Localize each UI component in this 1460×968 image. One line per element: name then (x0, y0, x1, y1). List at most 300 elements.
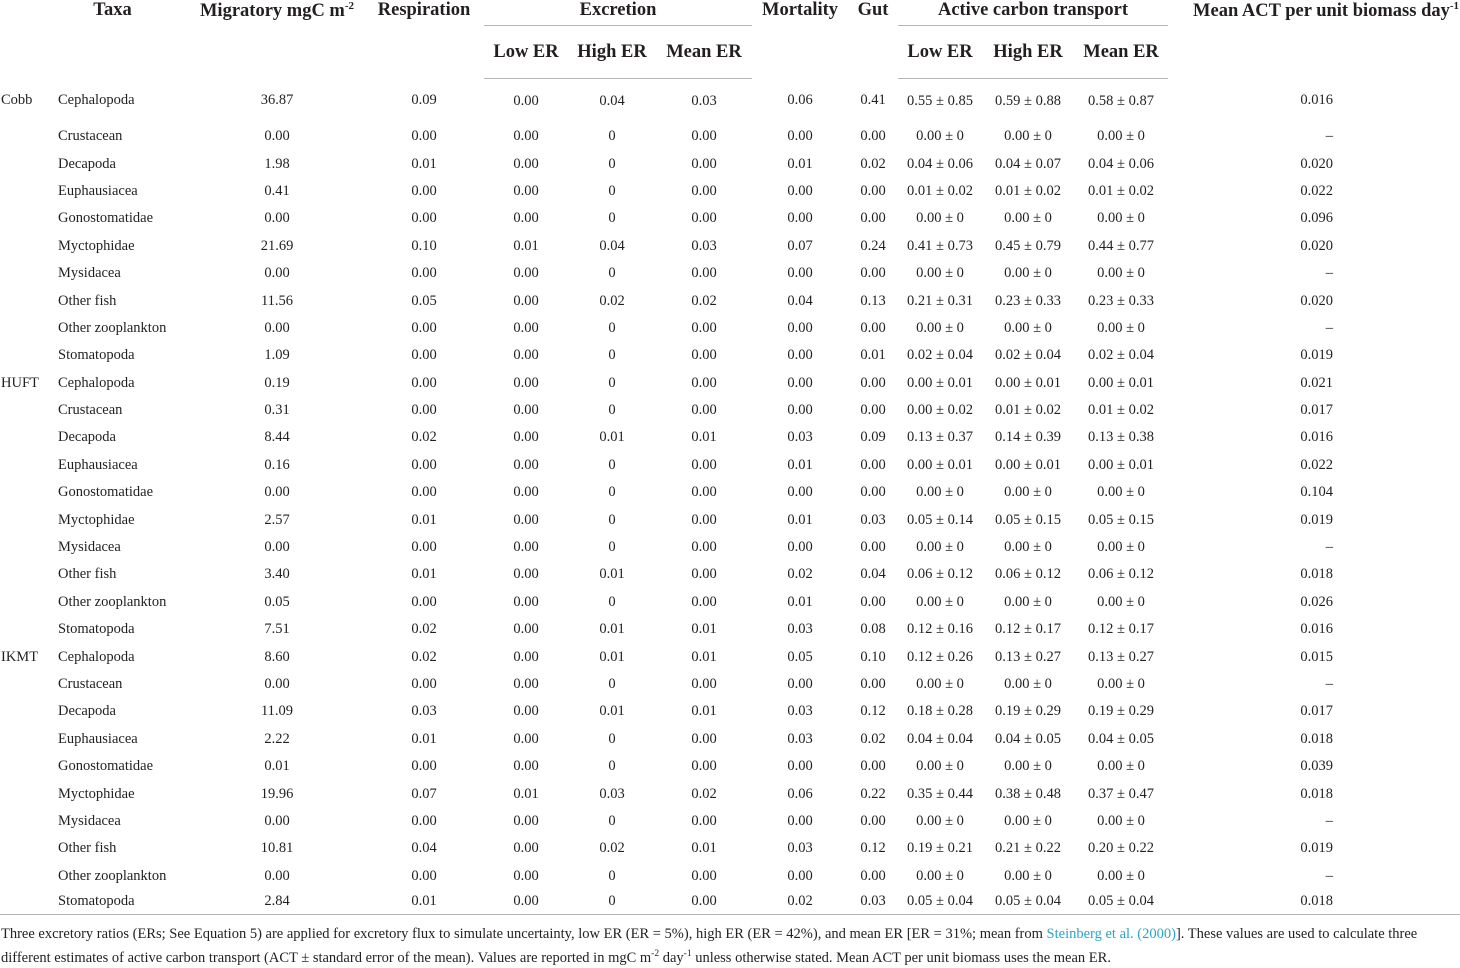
act-per-unit-cell: – (1325, 676, 1334, 692)
excretion-mean-cell: 0.00 (691, 484, 717, 501)
site-cell (0, 178, 50, 205)
act-per-unit-cell: – (1325, 812, 1334, 829)
excretion-high-cell: 0 (608, 182, 616, 199)
table-row (0, 616, 1460, 643)
mortality-cell: 0.06 (787, 785, 813, 802)
act-high-cell: 0.05 ± 0.04 (982, 890, 1074, 915)
migratory-cell: 8.60 (264, 648, 290, 665)
respiration-cell: 0.00 (411, 456, 437, 473)
migratory-cell: 0.00 (264, 812, 290, 829)
site-cell (0, 452, 50, 479)
excretion-mean-cell: 0.00 (691, 210, 717, 227)
migratory-cell: 0.00 (264, 319, 290, 336)
site-cell (0, 534, 50, 561)
excretion-low-cell: 0.00 (513, 539, 539, 556)
respiration-cell: 0.00 (411, 539, 437, 556)
taxon-cell: Decapoda (58, 703, 116, 720)
respiration-cell: 0.07 (411, 785, 437, 802)
respiration-cell: 0.02 (411, 429, 437, 446)
excretion-low-cell: 0.00 (513, 621, 539, 638)
site-cell (0, 287, 50, 314)
table-row (0, 835, 1460, 862)
taxon-cell: Crustacean (58, 128, 123, 145)
act-per-unit-cell: 0.096 (1300, 210, 1334, 227)
act-per-unit-cell: – (1325, 539, 1334, 556)
act-low-cell: 0.12 ± 0.16 (907, 621, 973, 638)
excretion-mean-cell: 0.01 (691, 429, 717, 446)
respiration-cell: 0.01 (411, 155, 437, 172)
act-per-unit-cell: 0.018 (1300, 730, 1334, 747)
act-low-cell: 0.18 ± 0.28 (907, 703, 973, 720)
mortality-cell: 0.00 (787, 539, 813, 556)
gut-cell: 0.00 (860, 319, 886, 336)
act-low-cell: 0.05 ± 0.04 (898, 890, 982, 915)
site-cell (0, 397, 50, 424)
act-mean-cell: 0.13 ± 0.38 (1088, 429, 1154, 446)
gut-cell: 0.00 (860, 593, 886, 610)
respiration-cell: 0.00 (411, 484, 437, 501)
header-row-1 (0, 0, 1460, 26)
table-row (0, 315, 1460, 342)
migratory-cell: 2.84 (190, 890, 364, 915)
header-excretion: Excretion (484, 0, 752, 26)
excretion-high-cell: 0 (608, 758, 616, 775)
excretion-high-cell: 0.01 (599, 703, 625, 720)
act-per-unit-cell: 0.026 (1300, 593, 1334, 610)
gut-cell: 0.24 (860, 237, 886, 254)
taxon-cell: Myctophidae (58, 785, 135, 802)
migratory-cell: 0.00 (264, 867, 290, 884)
excretion-low-cell: 0.00 (513, 812, 539, 829)
site-cell (0, 808, 50, 835)
act-mean-cell: 0.44 ± 0.77 (1088, 237, 1154, 254)
excretion-high-cell: 0 (608, 812, 616, 829)
table-row (0, 370, 1460, 397)
act-low-cell: 0.35 ± 0.44 (907, 785, 973, 802)
respiration-cell: 0.00 (411, 265, 437, 282)
site-cell (0, 890, 50, 915)
gut-cell: 0.09 (860, 429, 886, 446)
excretion-low-cell: 0.00 (513, 128, 539, 145)
table-row (0, 671, 1460, 698)
act-per-unit-cell: 0.039 (1300, 758, 1334, 775)
act-mean-cell: 0.02 ± 0.04 (1088, 347, 1154, 364)
migratory-cell: 36.87 (260, 92, 294, 109)
taxon-cell: Crustacean (58, 676, 123, 692)
excretion-mean-cell: 0.00 (691, 265, 717, 282)
respiration-cell: 0.01 (364, 890, 484, 915)
taxon-cell: Other zooplankton (58, 319, 167, 336)
act-low-cell: 0.00 ± 0 (916, 539, 964, 556)
taxon-cell: Cephalopoda (58, 648, 135, 665)
gut-cell: 0.00 (860, 182, 886, 199)
table-row (0, 561, 1460, 588)
gut-cell: 0.12 (860, 703, 886, 720)
migratory-cell: 19.96 (260, 785, 294, 802)
table-row (0, 698, 1460, 725)
act-low-cell: 0.05 ± 0.14 (907, 511, 973, 528)
taxon-cell: Stomatopoda (50, 890, 190, 915)
act-per-unit-cell: 0.018 (1300, 785, 1334, 802)
migratory-cell: 0.41 (264, 182, 290, 199)
citation-link[interactable]: Steinberg et al. (2000) (1046, 926, 1176, 942)
mortality-cell: 0.01 (787, 593, 813, 610)
migratory-cell: 10.81 (260, 840, 294, 857)
table-row (0, 397, 1460, 424)
site-cell (0, 205, 50, 232)
excretion-low-cell: 0.00 (513, 402, 539, 419)
table-row (0, 424, 1460, 451)
act-low-cell: 0.00 ± 0 (916, 128, 964, 145)
mortality-cell: 0.00 (787, 676, 813, 692)
site-cell (0, 863, 50, 890)
act-high-cell: 0.00 ± 0 (1004, 676, 1052, 692)
excretion-low-cell: 0.00 (513, 703, 539, 720)
act-high-cell: 0.13 ± 0.27 (995, 648, 1061, 665)
taxon-cell: Other zooplankton (58, 593, 167, 610)
excretion-low-cell: 0.00 (513, 265, 539, 282)
act-per-unit-cell: 0.017 (1300, 402, 1334, 419)
excretion-high-cell: 0.04 (599, 237, 625, 254)
migratory-cell: 0.00 (264, 484, 290, 501)
mortality-cell: 0.00 (787, 812, 813, 829)
table-row (0, 233, 1460, 260)
act-per-unit-cell: 0.016 (1300, 92, 1334, 109)
header-gut: Gut (857, 0, 889, 20)
act-mean-cell: 0.01 ± 0.02 (1088, 402, 1154, 419)
excretion-low-cell: 0.00 (513, 593, 539, 610)
excretion-mean-cell: 0.00 (691, 511, 717, 528)
header-act-high-er: High ER (982, 26, 1074, 79)
migratory-cell: 1.09 (264, 347, 290, 364)
respiration-cell: 0.00 (411, 374, 437, 391)
mortality-cell: 0.03 (787, 621, 813, 638)
migratory-cell: 0.00 (264, 265, 290, 282)
excretion-high-cell: 0 (608, 347, 616, 364)
act-high-cell: 0.12 ± 0.17 (995, 621, 1061, 638)
act-per-unit-cell: 0.019 (1300, 347, 1334, 364)
act-mean-cell: 0.00 ± 0 (1097, 867, 1145, 884)
migratory-cell: 2.57 (264, 511, 290, 528)
table-row (0, 79, 1460, 124)
taxon-cell: Cephalopoda (58, 374, 135, 391)
taxon-cell: Other zooplankton (58, 867, 167, 884)
excretion-low-cell: 0.00 (513, 730, 539, 747)
header-excretion-low-er: Low ER (484, 26, 568, 79)
site-cell: IKMT (1, 648, 39, 665)
migratory-cell: 1.98 (264, 155, 290, 172)
act-mean-cell: 0.00 ± 0 (1097, 210, 1145, 227)
gut-cell: 0.02 (860, 155, 886, 172)
act-low-cell: 0.00 ± 0 (916, 867, 964, 884)
act-low-cell: 0.00 ± 0 (916, 593, 964, 610)
excretion-high-cell: 0 (608, 456, 616, 473)
excretion-high-cell: 0 (608, 155, 616, 172)
excretion-high-cell: 0 (608, 374, 616, 391)
act-mean-cell: 0.01 ± 0.02 (1088, 182, 1154, 199)
respiration-cell: 0.04 (411, 840, 437, 857)
excretion-mean-cell: 0.01 (691, 840, 717, 857)
act-high-cell: 0.01 ± 0.02 (995, 402, 1061, 419)
table-row (0, 178, 1460, 205)
excretion-mean-cell: 0.00 (691, 539, 717, 556)
gut-cell: 0.10 (860, 648, 886, 665)
site-cell (0, 726, 50, 753)
table-row (0, 753, 1460, 780)
act-mean-cell: 0.20 ± 0.22 (1088, 840, 1154, 857)
gut-cell: 0.03 (848, 890, 898, 915)
table-row (0, 506, 1460, 533)
act-high-cell: 0.00 ± 0 (1004, 539, 1052, 556)
header-mortality: Mortality (761, 0, 839, 20)
act-per-unit-cell: 0.104 (1300, 484, 1334, 501)
taxon-cell: Euphausiacea (58, 456, 138, 473)
migratory-cell: 0.00 (264, 539, 290, 556)
excretion-high-cell: 0 (608, 593, 616, 610)
gut-cell: 0.00 (860, 456, 886, 473)
taxon-cell: Other fish (58, 840, 117, 857)
excretion-mean-cell: 0.00 (656, 890, 752, 915)
act-per-unit-cell: 0.020 (1300, 292, 1334, 309)
excretion-mean-cell: 0.00 (691, 402, 717, 419)
gut-cell: 0.22 (860, 785, 886, 802)
table-row (0, 342, 1460, 369)
act-high-cell: 0.00 ± 0 (1004, 758, 1052, 775)
site-cell (0, 424, 50, 451)
gut-cell: 0.00 (860, 484, 886, 501)
header-act: Active carbon transport (898, 0, 1168, 26)
table-row (0, 808, 1460, 835)
table-row (0, 780, 1460, 807)
taxon-cell: Cephalopoda (58, 92, 135, 109)
act-high-cell: 0.19 ± 0.29 (995, 703, 1061, 720)
migratory-cell: 0.00 (264, 128, 290, 145)
act-high-cell: 0.06 ± 0.12 (995, 566, 1061, 583)
table-body (0, 79, 1460, 915)
table-row (0, 534, 1460, 561)
header-excretion-high-er: High ER (568, 26, 656, 79)
migratory-cell: 3.40 (264, 566, 290, 583)
act-low-cell: 0.00 ± 0 (916, 676, 964, 692)
migratory-cell: 2.22 (264, 730, 290, 747)
act-low-cell: 0.55 ± 0.85 (907, 92, 973, 109)
excretion-high-cell: 0 (568, 890, 656, 915)
respiration-cell: 0.01 (411, 511, 437, 528)
act-per-unit-cell: 0.020 (1300, 155, 1334, 172)
act-low-cell: 0.41 ± 0.73 (907, 237, 973, 254)
migratory-cell: 0.31 (264, 402, 290, 419)
header-act-low-er: Low ER (898, 26, 982, 79)
act-mean-cell: 0.00 ± 0 (1097, 812, 1145, 829)
header-per-unit: Mean ACT per unit biomass day$^{-1}$ (1193, 0, 1460, 22)
excretion-low-cell: 0.00 (513, 182, 539, 199)
act-low-cell: 0.00 ± 0.02 (907, 402, 973, 419)
act-mean-cell: 0.05 ± 0.04 (1074, 890, 1168, 915)
mortality-cell: 0.07 (787, 237, 813, 254)
taxon-cell: Stomatopoda (58, 347, 135, 364)
act-high-cell: 0.04 ± 0.07 (995, 155, 1061, 172)
excretion-high-cell: 0.03 (599, 785, 625, 802)
excretion-low-cell: 0.00 (513, 374, 539, 391)
migratory-cell: 0.00 (264, 676, 290, 692)
gut-cell: 0.00 (860, 265, 886, 282)
mortality-cell: 0.03 (787, 429, 813, 446)
respiration-cell: 0.03 (411, 703, 437, 720)
gut-cell: 0.00 (860, 812, 886, 829)
header-migratory: Migratory mgC $m^{-2}$ (199, 0, 355, 22)
act-per-unit-cell: 0.020 (1300, 237, 1334, 254)
table-row (0, 260, 1460, 287)
excretion-mean-cell: 0.01 (691, 703, 717, 720)
act-low-cell: 0.04 ± 0.06 (907, 155, 973, 172)
excretion-mean-cell: 0.01 (691, 621, 717, 638)
excretion-mean-cell: 0.00 (691, 155, 717, 172)
excretion-high-cell: 0 (608, 210, 616, 227)
excretion-mean-cell: 0.01 (691, 648, 717, 665)
excretion-mean-cell: 0.03 (691, 92, 717, 109)
table-row (0, 452, 1460, 479)
gut-cell: 0.00 (860, 676, 886, 692)
act-high-cell: 0.04 ± 0.05 (995, 730, 1061, 747)
table-row (0, 150, 1460, 177)
excretion-low-cell: 0.00 (513, 155, 539, 172)
act-mean-cell: 0.00 ± 0 (1097, 676, 1145, 692)
gut-cell: 0.00 (860, 539, 886, 556)
act-mean-cell: 0.04 ± 0.06 (1088, 155, 1154, 172)
act-per-unit-cell: – (1325, 128, 1334, 145)
act-per-unit-cell: – (1325, 867, 1334, 884)
mortality-cell: 0.00 (787, 484, 813, 501)
table-row (0, 589, 1460, 616)
excretion-low-cell: 0.00 (513, 456, 539, 473)
act-high-cell: 0.38 ± 0.48 (995, 785, 1061, 802)
gut-cell: 0.04 (860, 566, 886, 583)
excretion-low-cell: 0.00 (513, 676, 539, 692)
excretion-high-cell: 0.04 (599, 92, 625, 109)
act-high-cell: 0.01 ± 0.02 (995, 182, 1061, 199)
site-cell (0, 835, 50, 862)
respiration-cell: 0.00 (411, 402, 437, 419)
table-row (0, 726, 1460, 753)
migratory-cell: 0.05 (264, 593, 290, 610)
excretion-low-cell: 0.01 (513, 785, 539, 802)
act-mean-cell: 0.37 ± 0.47 (1088, 785, 1154, 802)
site-cell (0, 150, 50, 177)
gut-cell: 0.13 (860, 292, 886, 309)
act-mean-cell: 0.23 ± 0.33 (1088, 292, 1154, 309)
act-low-cell: 0.12 ± 0.26 (907, 648, 973, 665)
gut-cell: 0.08 (860, 621, 886, 638)
act-high-cell: 0.21 ± 0.22 (995, 840, 1061, 857)
excretion-mean-cell: 0.00 (691, 128, 717, 145)
act-low-cell: 0.00 ± 0 (916, 812, 964, 829)
site-cell: HUFT (1, 374, 39, 391)
excretion-low-cell: 0.00 (513, 319, 539, 336)
excretion-low-cell: 0.00 (513, 648, 539, 665)
act-per-unit-cell: – (1325, 265, 1334, 282)
respiration-cell: 0.02 (411, 648, 437, 665)
act-per-unit-cell: 0.018 (1300, 566, 1334, 583)
excretion-mean-cell: 0.00 (691, 182, 717, 199)
act-low-cell: 0.00 ± 0 (916, 758, 964, 775)
migratory-cell: 0.01 (264, 758, 290, 775)
header-taxa: Taxa (93, 0, 132, 20)
excretion-low-cell: 0.00 (513, 484, 539, 501)
table-row (0, 205, 1460, 232)
act-high-cell: 0.45 ± 0.79 (995, 237, 1061, 254)
excretion-low-cell: 0.00 (513, 758, 539, 775)
act-per-unit-cell: 0.016 (1300, 621, 1334, 638)
taxon-cell: Mysidacea (58, 265, 121, 282)
act-mean-cell: 0.00 ± 0 (1097, 593, 1145, 610)
mortality-cell: 0.00 (787, 374, 813, 391)
excretion-low-cell: 0.00 (484, 890, 568, 915)
excretion-high-cell: 0 (608, 511, 616, 528)
site-cell (0, 753, 50, 780)
site-cell (0, 589, 50, 616)
excretion-low-cell: 0.00 (513, 292, 539, 309)
mortality-cell: 0.00 (787, 758, 813, 775)
act-mean-cell: 0.00 ± 0 (1097, 539, 1145, 556)
taxon-cell: Mysidacea (58, 539, 121, 556)
gut-cell: 0.03 (860, 511, 886, 528)
act-high-cell: 0.00 ± 0.01 (995, 374, 1061, 391)
mortality-cell: 0.01 (787, 456, 813, 473)
excretion-low-cell: 0.00 (513, 867, 539, 884)
excretion-high-cell: 0.01 (599, 621, 625, 638)
excretion-mean-cell: 0.00 (691, 867, 717, 884)
excretion-mean-cell: 0.00 (691, 374, 717, 391)
taxon-cell: Myctophidae (58, 511, 135, 528)
header-respiration: Respiration (377, 0, 471, 20)
taxon-cell: Gonostomatidae (58, 758, 154, 775)
excretion-high-cell: 0 (608, 730, 616, 747)
act-high-cell: 0.00 ± 0 (1004, 484, 1052, 501)
excretion-mean-cell: 0.00 (691, 456, 717, 473)
act-mean-cell: 0.19 ± 0.29 (1088, 703, 1154, 720)
excretion-mean-cell: 0.00 (691, 319, 717, 336)
excretion-low-cell: 0.00 (513, 347, 539, 364)
mortality-cell: 0.01 (787, 155, 813, 172)
site-cell (0, 233, 50, 260)
act-mean-cell: 0.04 ± 0.05 (1088, 730, 1154, 747)
mortality-cell: 0.01 (787, 511, 813, 528)
taxon-cell: Gonostomatidae (58, 484, 154, 501)
taxon-cell: Gonostomatidae (58, 210, 154, 227)
mortality-cell: 0.04 (787, 292, 813, 309)
respiration-cell: 0.00 (411, 347, 437, 364)
act-per-unit-cell: 0.015 (1300, 648, 1334, 665)
act-low-cell: 0.00 ± 0 (916, 265, 964, 282)
site-cell (0, 315, 50, 342)
excretion-high-cell: 0 (608, 867, 616, 884)
act-high-cell: 0.00 ± 0 (1004, 867, 1052, 884)
header-excretion-mean-er: Mean ER (656, 26, 752, 79)
act-per-unit-cell: 0.016 (1300, 429, 1334, 446)
act-low-cell: 0.00 ± 0 (916, 319, 964, 336)
mortality-cell: 0.00 (787, 265, 813, 282)
act-low-cell: 0.19 ± 0.21 (907, 840, 973, 857)
excretion-mean-cell: 0.00 (691, 566, 717, 583)
excretion-high-cell: 0 (608, 128, 616, 145)
act-mean-cell: 0.05 ± 0.15 (1088, 511, 1154, 528)
respiration-cell: 0.00 (411, 758, 437, 775)
mortality-cell: 0.03 (787, 703, 813, 720)
act-mean-cell: 0.13 ± 0.27 (1088, 648, 1154, 665)
migratory-cell: 0.00 (264, 210, 290, 227)
gut-cell: 0.41 (860, 92, 886, 109)
act-mean-cell: 0.00 ± 0.01 (1088, 374, 1154, 391)
